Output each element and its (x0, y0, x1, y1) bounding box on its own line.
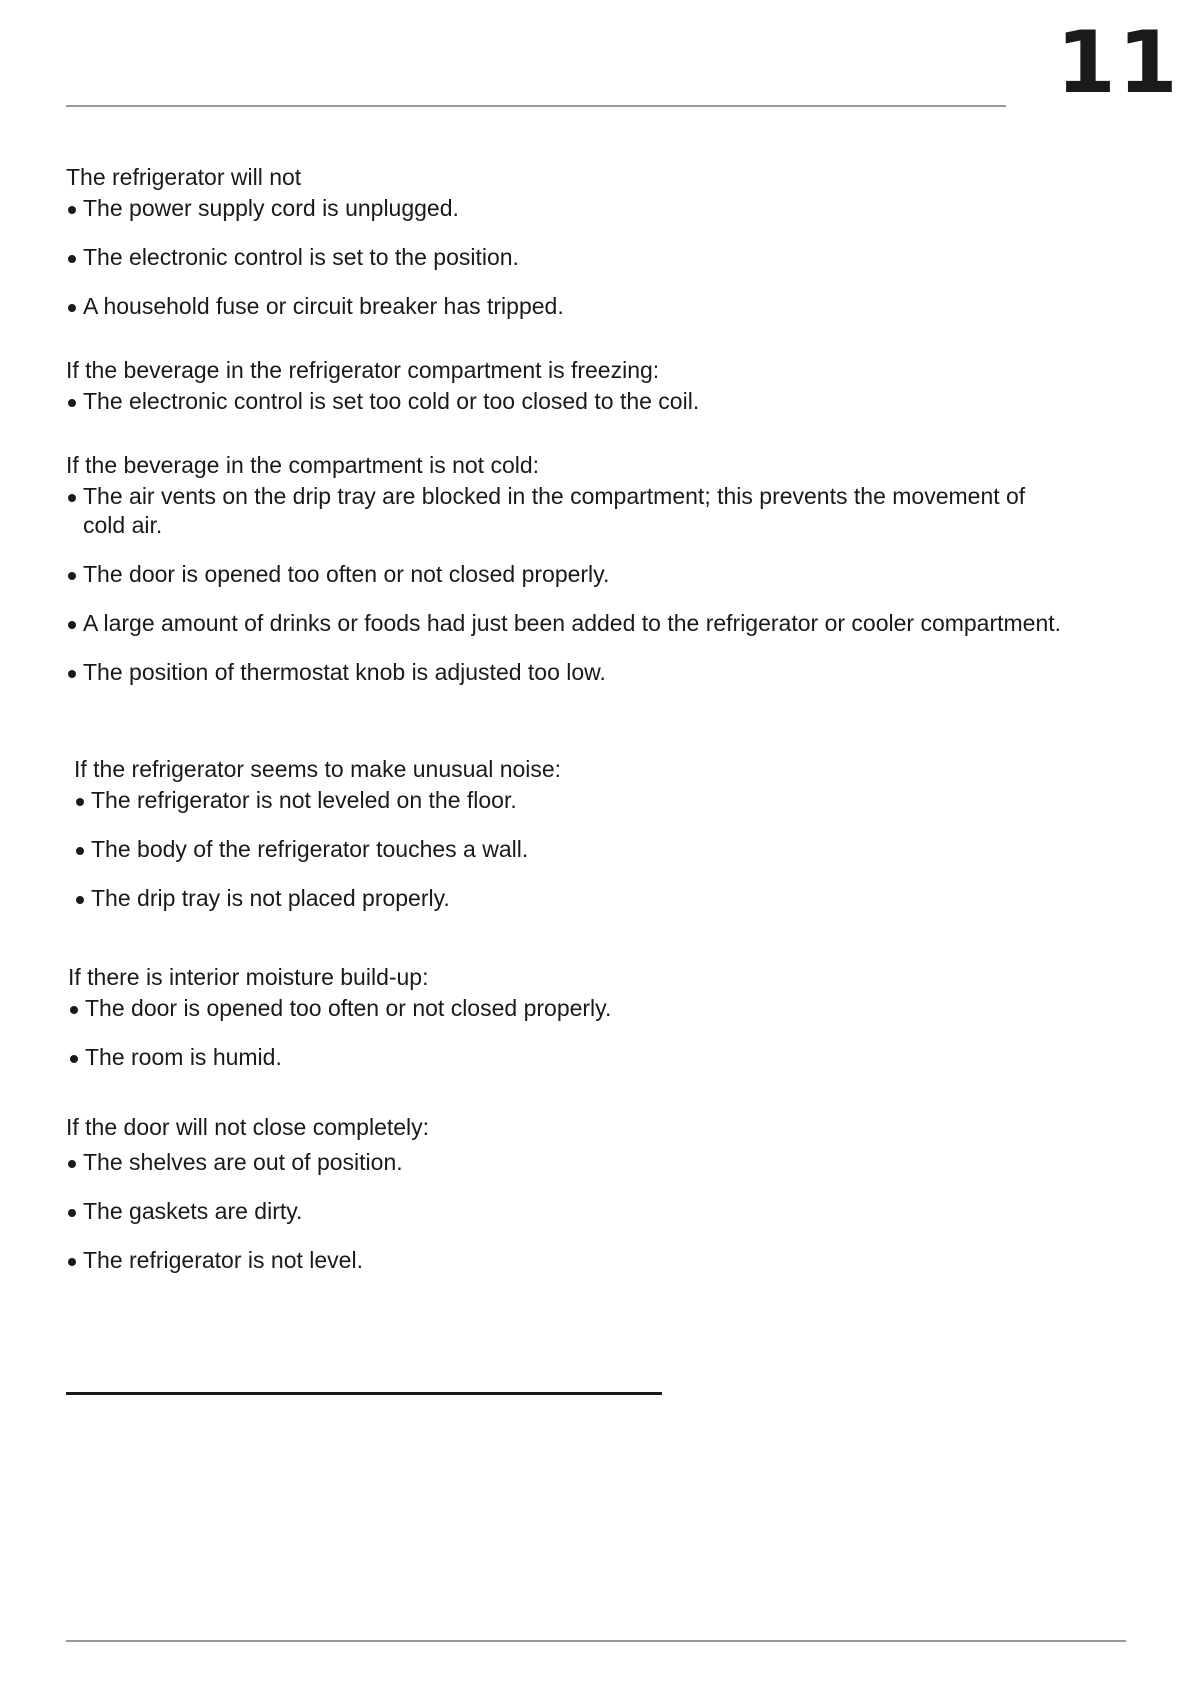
section-door-not-closing (66, 1110, 429, 1275)
section-heading: If the refrigerator seems to make unusual noise: (74, 756, 562, 782)
section-moisture (68, 960, 611, 1072)
section-divider (66, 1392, 662, 1395)
list-item: The body of the refrigerator touches a wall. (74, 835, 561, 864)
section-heading: If the beverage in the compartment is not cold: (66, 452, 540, 478)
section-heading: If the beverage in the refrigerator compartment is freezing: (66, 357, 660, 383)
list-item: The door is opened too often or not closed properly. (66, 560, 1146, 589)
list-item: The refrigerator is not level. (66, 1246, 429, 1275)
section-not-cold (66, 448, 1146, 687)
list-item: The door is opened too often or not closed properly. (68, 994, 611, 1023)
section-heading: If the door will not close completely: (66, 1114, 430, 1140)
bullet-list (68, 994, 611, 1072)
list-item: The position of thermostat knob is adjusted too low. (66, 658, 1146, 687)
list-item: The air vents on the drip tray are blocked in the compartment; this prevents the movement of cold air. (66, 482, 1073, 540)
list-item: The electronic control is set to the position. (66, 243, 564, 272)
bullet-list (66, 194, 564, 321)
list-item: A household fuse or circuit breaker has tripped. (66, 292, 564, 321)
section-heading: The refrigerator will not (66, 164, 302, 190)
page-number: 11 (1056, 13, 1180, 113)
list-item: The drip tray is not placed properly. (74, 884, 561, 913)
section-freezing (66, 353, 699, 416)
bullet-list (74, 786, 561, 913)
section-will-not-run (66, 160, 564, 321)
section-unusual-noise (74, 752, 561, 913)
bullet-list (66, 482, 1146, 687)
bullet-list (66, 1148, 429, 1275)
list-item: A large amount of drinks or foods had just been added to the refrigerator or cooler compartment. (66, 609, 1146, 638)
list-item: The room is humid. (68, 1043, 611, 1072)
list-item: The refrigerator is not leveled on the floor. (74, 786, 561, 815)
bullet-list (66, 387, 699, 416)
list-item: The power supply cord is unplugged. (66, 194, 564, 223)
list-item: The electronic control is set too cold or too closed to the coil. (66, 387, 699, 416)
footer-divider (66, 1640, 1126, 1642)
header-divider (66, 105, 1006, 107)
list-item: The gaskets are dirty. (66, 1197, 429, 1226)
section-heading: If there is interior moisture build-up: (68, 964, 429, 990)
list-item: The shelves are out of position. (66, 1148, 429, 1177)
